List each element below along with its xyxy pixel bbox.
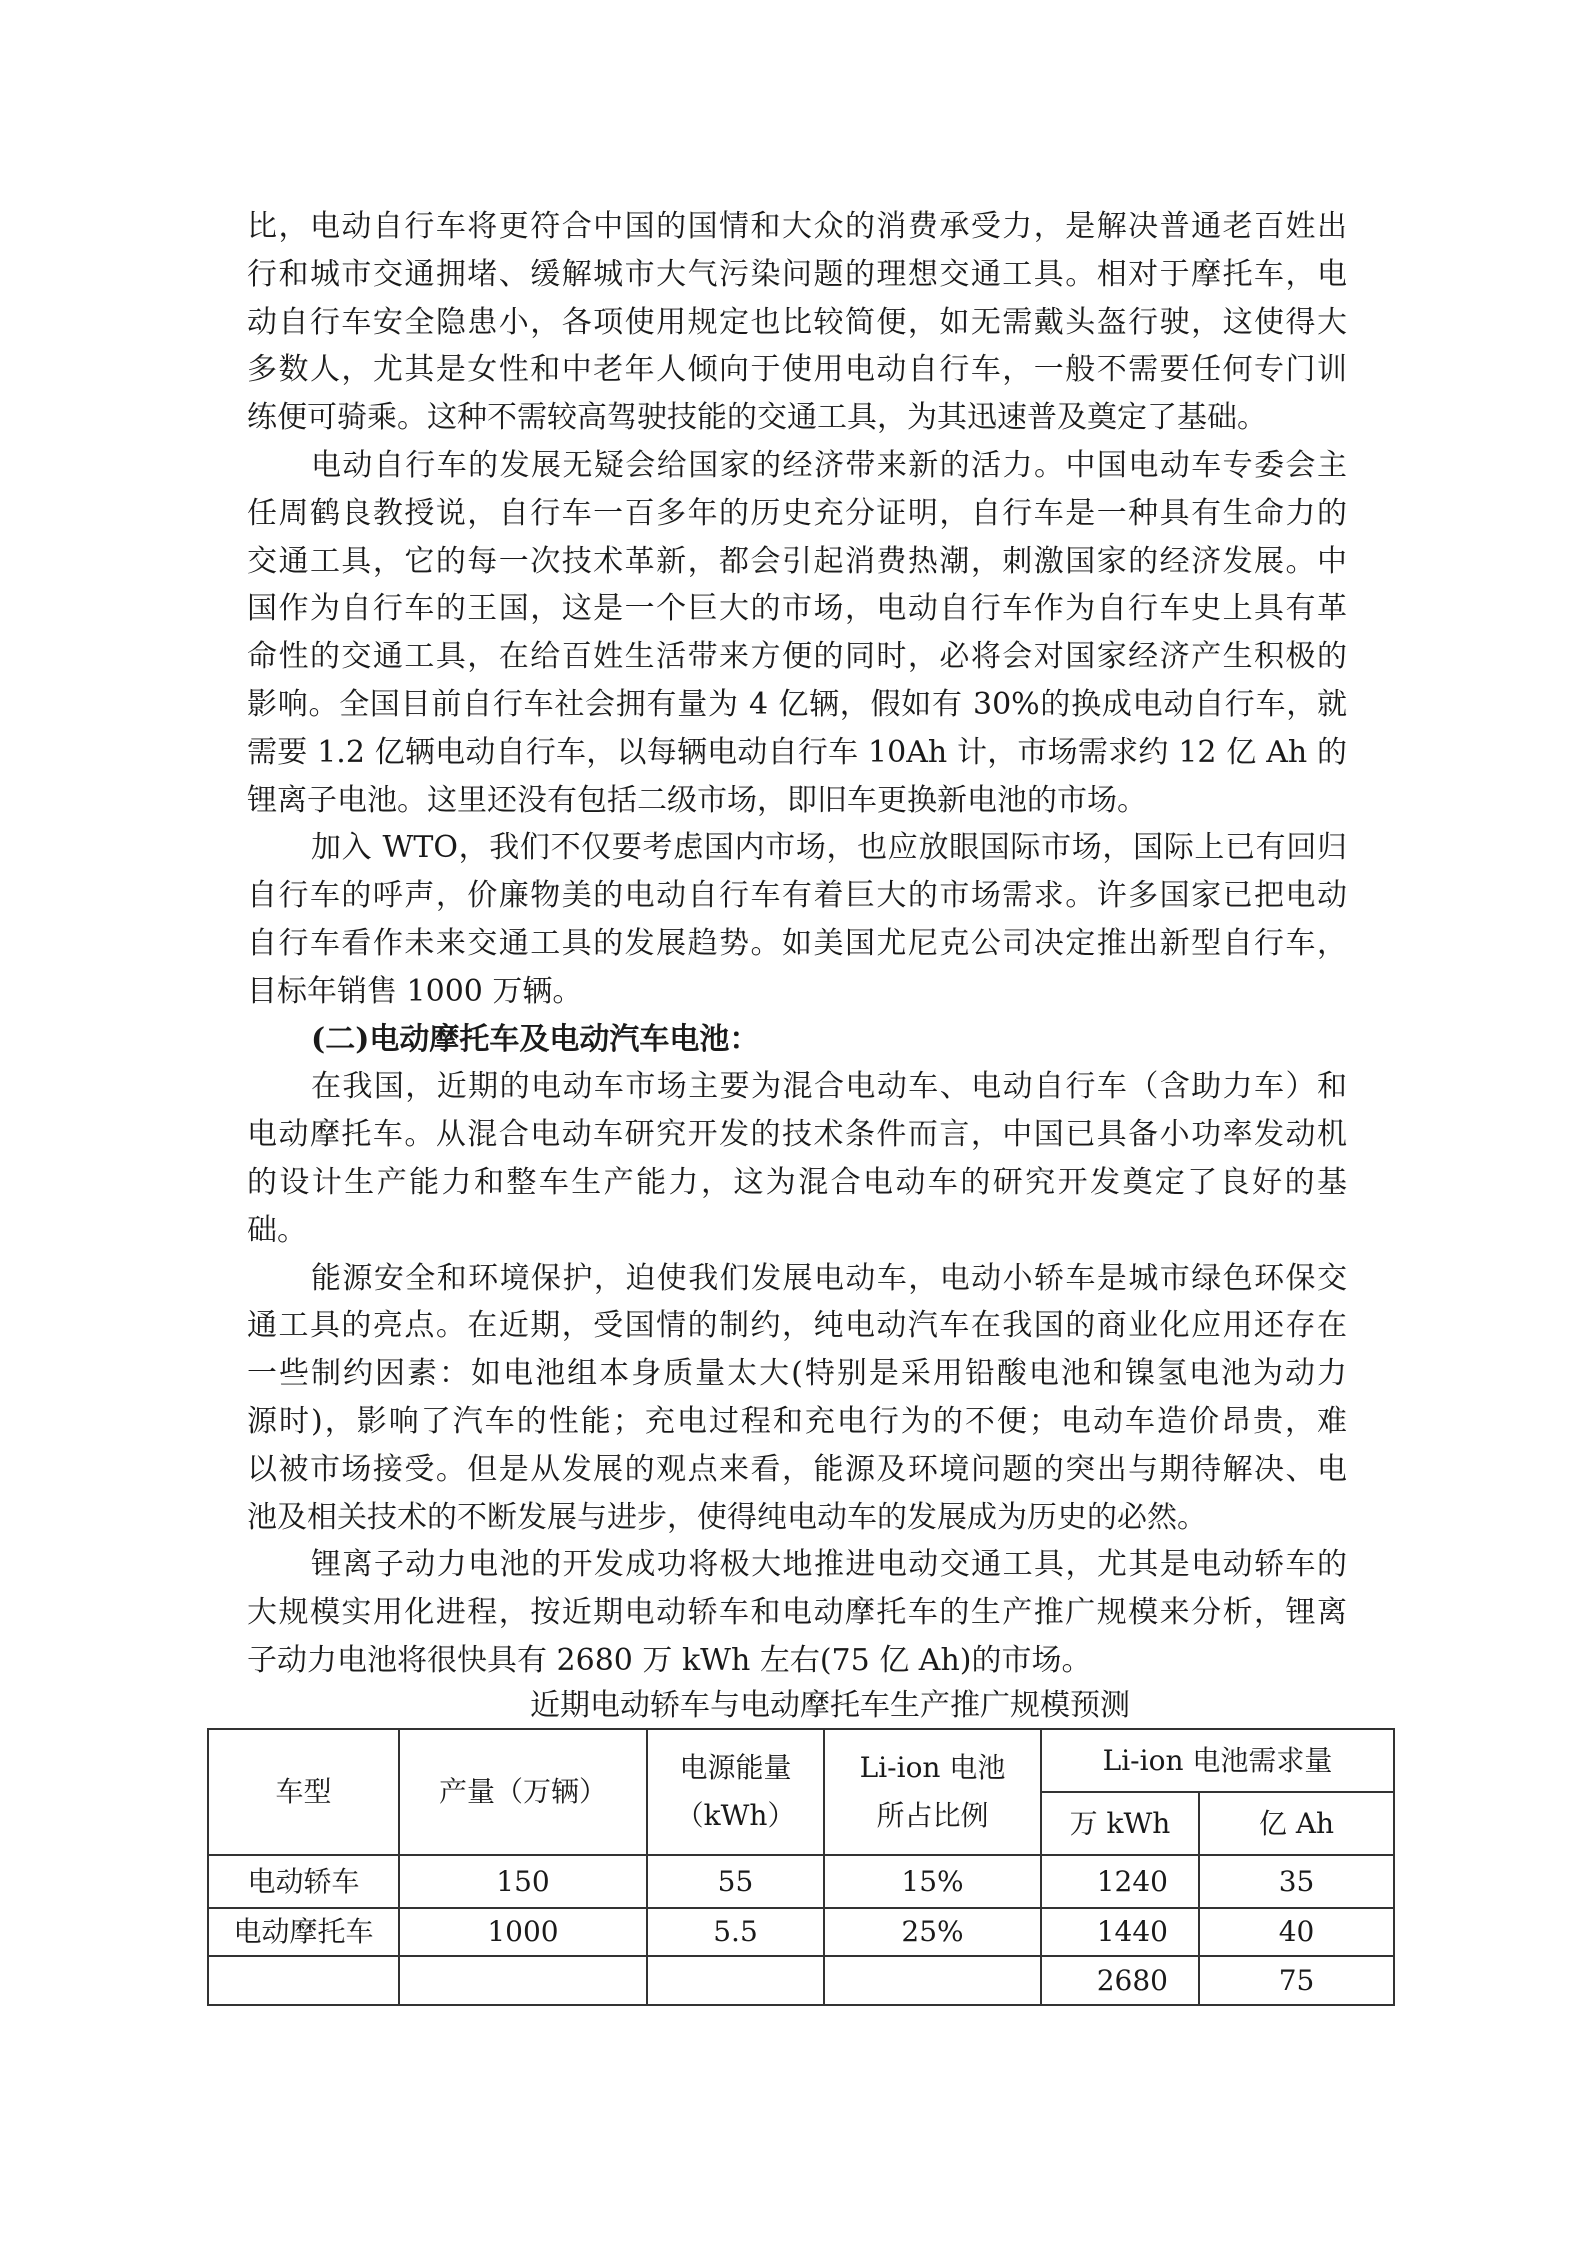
header-demand: Li-ion 电池需求量 xyxy=(1041,1729,1394,1792)
header-energy xyxy=(647,1729,824,1855)
cell-output: 1000 xyxy=(399,1908,647,1956)
paragraph-line: 影响。全国目前自行车社会拥有量为 4 亿辆，假如有 30%的换成电动自行车，就 xyxy=(247,687,1347,722)
header-output: 产量（万辆） xyxy=(399,1729,647,1855)
cell-demand-kwh: 1440 xyxy=(1041,1908,1199,1956)
header-ratio xyxy=(824,1729,1041,1855)
paragraph-line: 电动摩托车。从混合电动车研究开发的技术条件而言，中国已具备小功率发动机 xyxy=(247,1117,1347,1153)
cell-demand-ah-total: 75 xyxy=(1199,1956,1394,2005)
cell-energy: 55 xyxy=(647,1855,824,1908)
cell-demand-kwh-total: 2680 xyxy=(1041,1956,1199,2005)
header-energy-line1: 电源能量 xyxy=(679,1751,792,1784)
paragraph-line: 电动自行车的发展无疑会给国家的经济带来新的活力。中国电动车专委会主 xyxy=(311,448,1347,483)
table-row xyxy=(208,1855,1394,1908)
forecast-table xyxy=(207,1728,1395,2006)
header-ratio-line1: Li-ion 电池 xyxy=(859,1751,1006,1784)
cell-demand-ah: 35 xyxy=(1199,1855,1394,1908)
paragraph-line: 池及相关技术的不断发展与进步，使得纯电动车的发展成为历史的必然。 xyxy=(247,1499,1207,1535)
paragraph-line: 国作为自行车的王国，这是一个巨大的市场，电动自行车作为自行车史上具有革 xyxy=(247,591,1347,627)
paragraph-line: 行和城市交通拥堵、缓解城市大气污染问题的理想交通工具。相对于摩托车，电 xyxy=(247,256,1347,292)
table-header-row xyxy=(208,1729,1394,1792)
paragraph-line: 任周鹤良教授说，自行车一百多年的历史充分证明，自行车是一种具有生命力的 xyxy=(247,495,1347,531)
paragraph-line: 比，电动自行车将更符合中国的国情和大众的消费承受力，是解决普通老百姓出 xyxy=(247,209,1347,244)
paragraph-line: 练便可骑乘。这种不需较高驾驶技能的交通工具，为其迅速普及奠定了基础。 xyxy=(247,400,1267,436)
header-energy-line2: （kWh） xyxy=(675,1799,796,1832)
paragraph-line: 的设计生产能力和整车生产能力，这为混合电动车的研究开发奠定了良好的基 xyxy=(247,1165,1347,1200)
header-vehicle-type: 车型 xyxy=(208,1729,399,1855)
paragraph-line: 一些制约因素：如电池组本身质量太大(特别是采用铅酸电池和镍氢电池为动力 xyxy=(247,1356,1347,1392)
cell-demand-ah: 40 xyxy=(1199,1908,1394,1956)
cell-output: 150 xyxy=(399,1855,647,1908)
cell-ratio: 15% xyxy=(824,1855,1041,1908)
paragraph-line: 源时)，影响了汽车的性能；充电过程和充电行为的不便；电动车造价昂贵，难 xyxy=(247,1404,1347,1439)
paragraph-line: 命性的交通工具，在给百姓生活带来方便的同时，必将会对国家经济产生积极的 xyxy=(247,639,1347,675)
cell-vehicle-type xyxy=(208,1956,399,2005)
paragraph-line: 目标年销售 1000 万辆。 xyxy=(247,973,583,1009)
paragraph-line: 通工具的亮点。在近期，受国情的制约，纯电动汽车在我国的商业化应用还存在 xyxy=(247,1308,1347,1344)
cell-energy xyxy=(647,1956,824,2005)
paragraph-line: 交通工具，它的每一次技术革新，都会引起消费热潮，刺激国家的经济发展。中 xyxy=(247,543,1347,579)
cell-ratio xyxy=(824,1956,1041,2005)
cell-output xyxy=(399,1956,647,2005)
header-ratio-line2: 所占比例 xyxy=(876,1799,989,1832)
cell-energy: 5.5 xyxy=(647,1908,824,1956)
paragraph-line: 动自行车安全隐患小，各项使用规定也比较简便，如无需戴头盔行驶，这使得大 xyxy=(247,304,1347,340)
header-demand-ah: 亿 Ah xyxy=(1199,1792,1394,1855)
paragraph-line: 自行车看作未来交通工具的发展趋势。如美国尤尼克公司决定推出新型自行车， xyxy=(247,926,1347,961)
paragraph-line: 子动力电池将很快具有 2680 万 kWh 左右(75 亿 Ah)的市场。 xyxy=(247,1643,1092,1678)
paragraph-line: 大规模实用化进程，按近期电动轿车和电动摩托车的生产推广规模来分析，锂离 xyxy=(247,1595,1347,1631)
table-caption: 近期电动轿车与电动摩托车生产推广规模预测 xyxy=(530,1688,1130,1723)
paragraph-line: 自行车的呼声，价廉物美的电动自行车有着巨大的市场需求。许多国家已把电动 xyxy=(247,878,1347,914)
header-demand-kwh: 万 kWh xyxy=(1041,1792,1199,1855)
table-row xyxy=(208,1908,1394,1956)
cell-vehicle-type: 电动摩托车 xyxy=(208,1908,399,1956)
paragraph-line: 在我国，近期的电动车市场主要为混合电动车、电动自行车（含助力车）和 xyxy=(311,1069,1347,1105)
cell-demand-kwh: 1240 xyxy=(1041,1855,1199,1908)
paragraph-line: 础。 xyxy=(247,1212,307,1248)
paragraph-line: 需要 1.2 亿辆电动自行车，以每辆电动自行车 10Ah 计，市场需求约 12 亿 Ah 的 xyxy=(247,734,1347,770)
paragraph-line: 以被市场接受。但是从发展的观点来看，能源及环境问题的突出与期待解决、电 xyxy=(247,1451,1347,1487)
paragraph-line: 多数人，尤其是女性和中老年人倾向于使用电动自行车，一般不需要任何专门训 xyxy=(247,352,1347,388)
table-row-total xyxy=(208,1956,1394,2005)
paragraph-line: 锂离子动力电池的开发成功将极大地推进电动交通工具，尤其是电动轿车的 xyxy=(311,1547,1347,1583)
paragraph-line: 锂离子电池。这里还没有包括二级市场，即旧车更换新电池的市场。 xyxy=(247,782,1147,818)
paragraph-line: 能源安全和环境保护，迫使我们发展电动车，电动小轿车是城市绿色环保交 xyxy=(311,1260,1347,1296)
cell-vehicle-type: 电动轿车 xyxy=(208,1855,399,1908)
heading-line: (二)电动摩托车及电动汽车电池： xyxy=(311,1021,760,1057)
paragraph-line: 加入 WTO，我们不仅要考虑国内市场，也应放眼国际市场，国际上已有回归 xyxy=(311,830,1347,866)
cell-ratio: 25% xyxy=(824,1908,1041,1956)
